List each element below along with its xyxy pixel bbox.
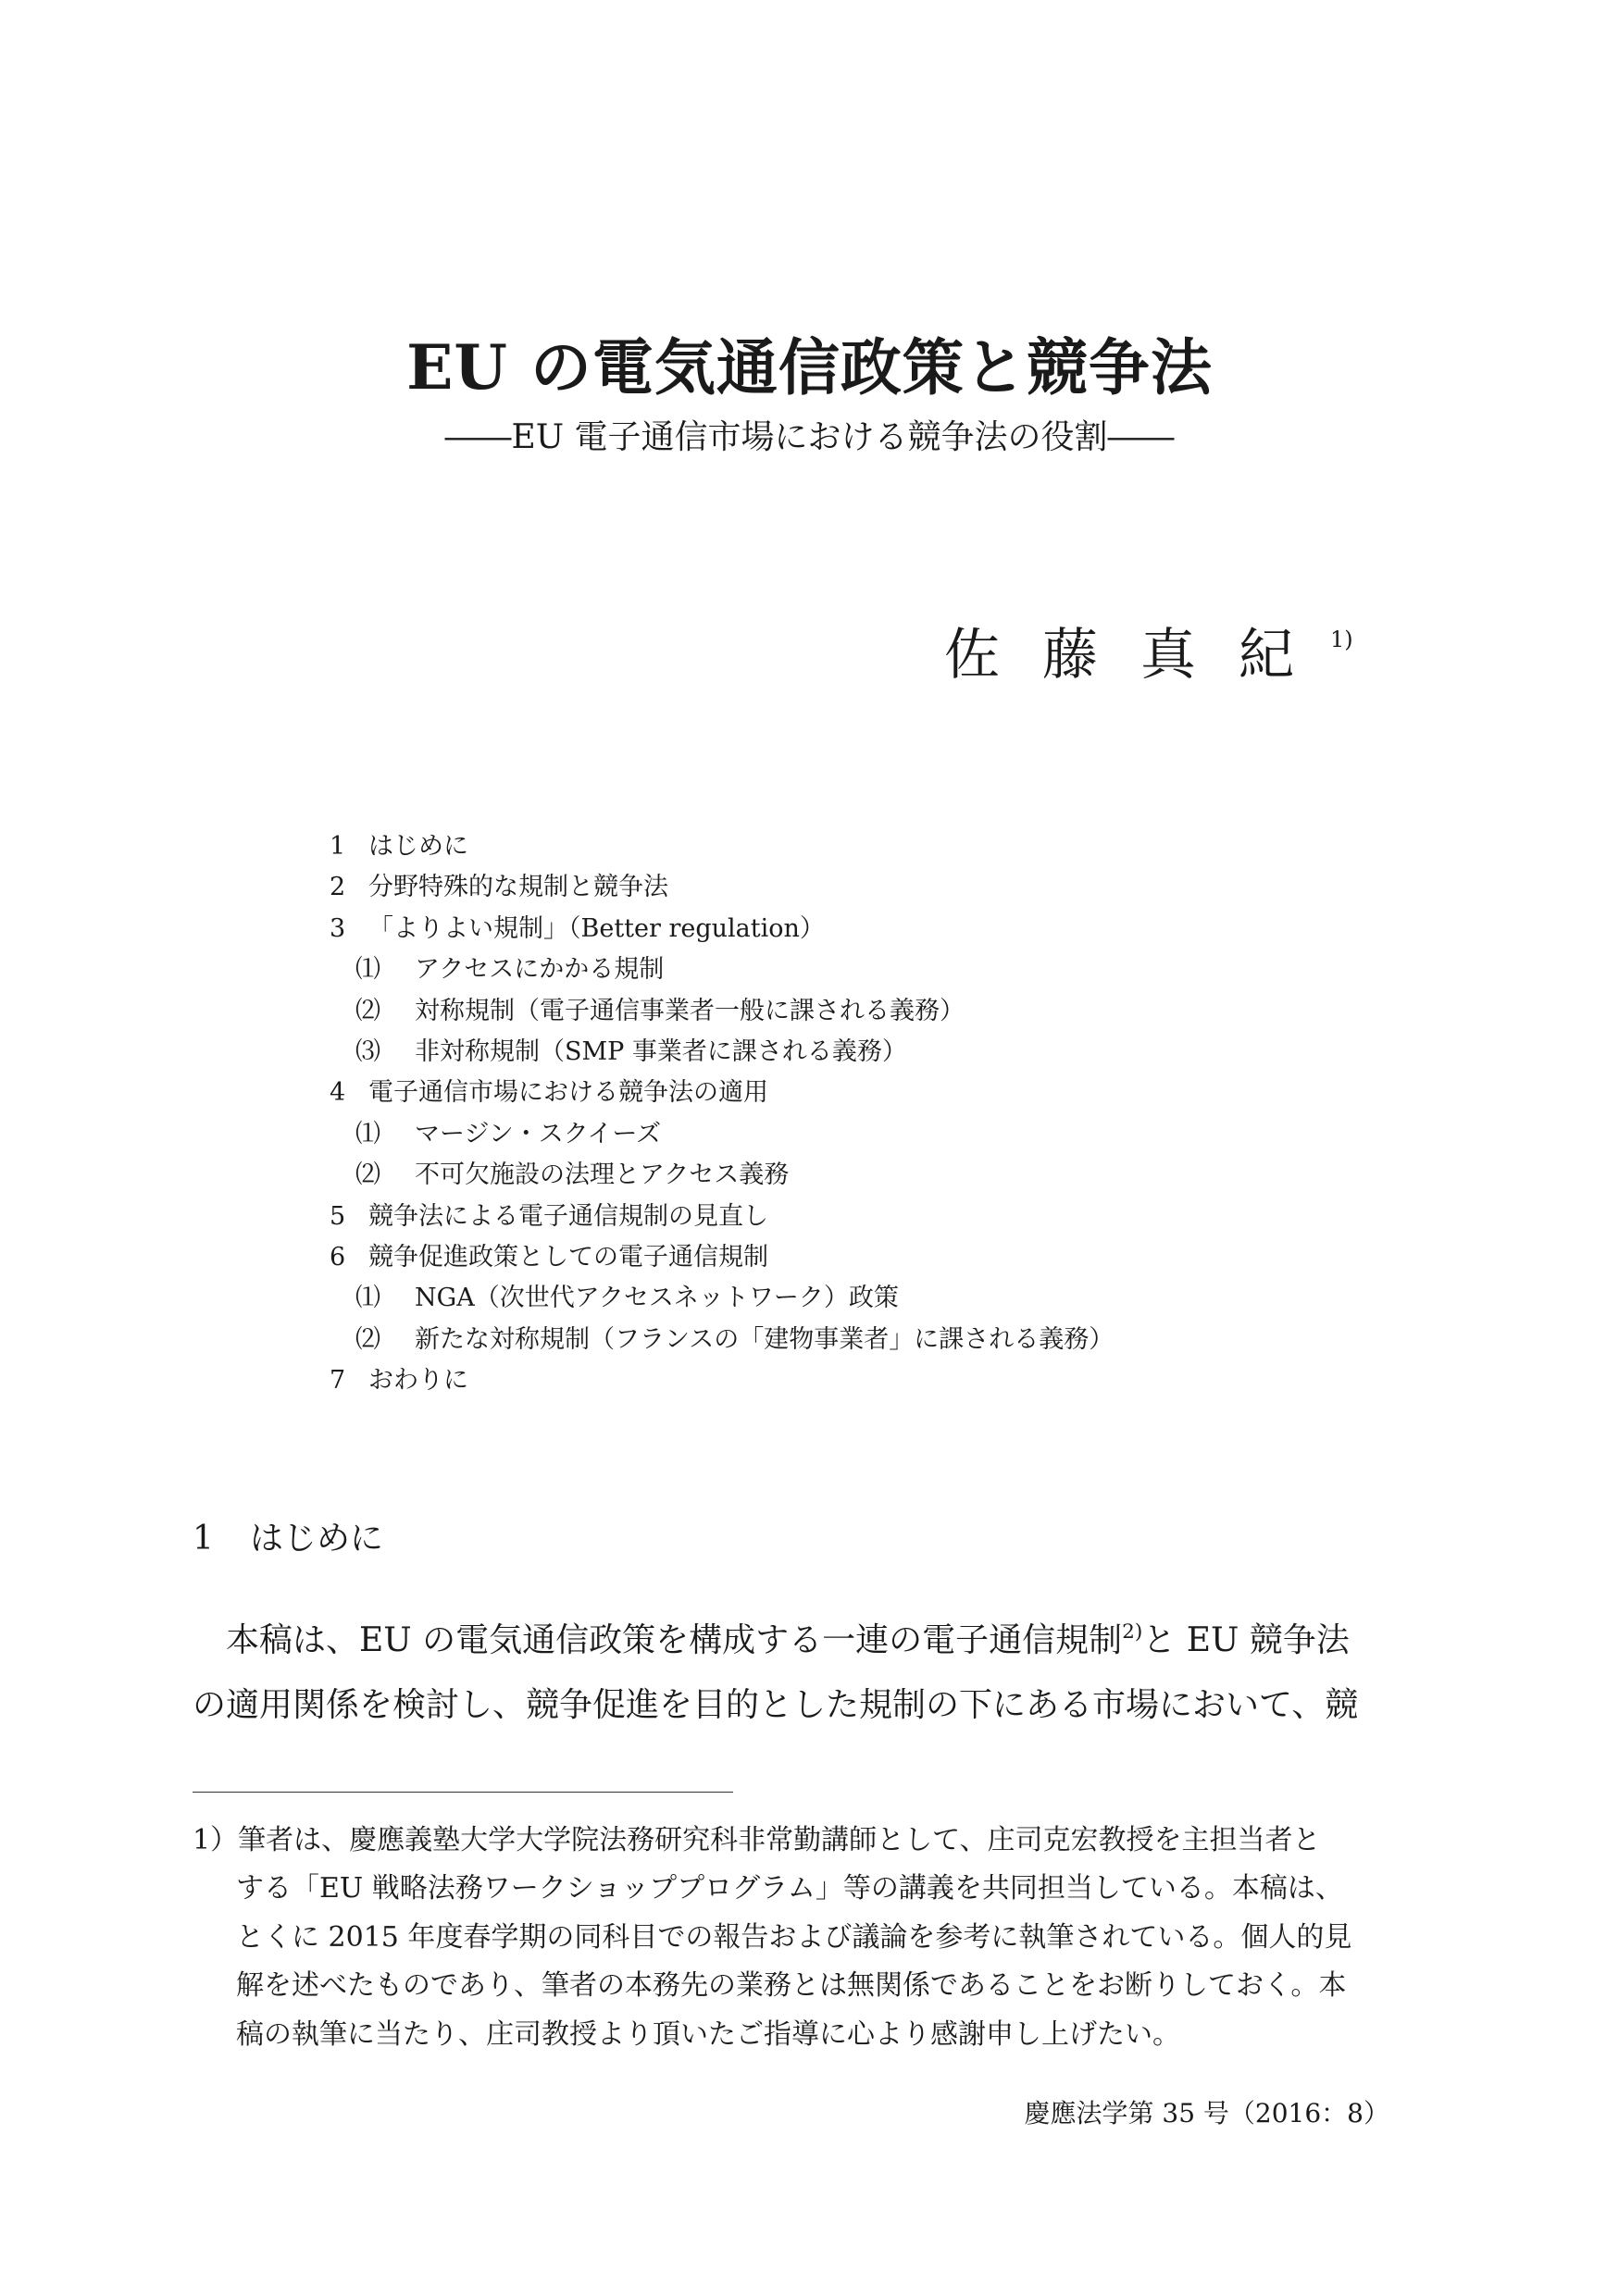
toc-number: 1 bbox=[330, 832, 346, 861]
footnote-text: 筆者は、慶應義塾大学大学院法務研究科非常勤講師として、庄司克宏教授を主担当者と bbox=[238, 1824, 1321, 1856]
toc-number: ⑴ bbox=[355, 1284, 380, 1313]
paper-title: EU の電気通信政策と競争法 bbox=[406, 331, 1213, 403]
footnote-line: とくに 2015 年度春学期の同科目での報告および議論を参考に執筆されている。個人的見 bbox=[236, 1920, 1352, 1954]
toc-label: 非対称規制（SMP 事業者に課される義務） bbox=[415, 1036, 907, 1066]
toc-number: ⑴ bbox=[355, 1119, 380, 1148]
author-name: 佐藤真紀 bbox=[944, 623, 1337, 688]
toc-item[interactable] bbox=[330, 1197, 1114, 1237]
toc-item[interactable] bbox=[330, 1237, 1114, 1278]
toc-number: ⑵ bbox=[355, 996, 380, 1025]
journal-citation: 慶應法学第 35 号（2016：8） bbox=[1024, 2098, 1389, 2128]
footnote-divider bbox=[193, 1792, 733, 1793]
footnote-1 bbox=[193, 1817, 1351, 2059]
toc-label: 電子通信市場における競争法の適用 bbox=[368, 1078, 768, 1108]
footnote-line: 解を述べたものであり、筆者の本務先の業務とは無関係であることをお断りしておく。本 bbox=[236, 1969, 1347, 2003]
toc-subitem[interactable] bbox=[330, 1114, 1114, 1155]
toc-number: 6 bbox=[330, 1242, 346, 1272]
toc-number: 7 bbox=[330, 1366, 346, 1396]
toc-number: ⑵ bbox=[355, 1324, 380, 1354]
table-of-contents bbox=[330, 826, 1114, 1401]
toc-subitem[interactable] bbox=[330, 1155, 1114, 1196]
toc-label: NGA（次世代アクセスネットワーク）政策 bbox=[415, 1284, 899, 1313]
toc-subitem[interactable] bbox=[330, 1320, 1114, 1360]
footnote-mark: 1） bbox=[193, 1824, 239, 1856]
footnote-line: 稿の執筆に当たり、庄司教授より頂いたご指導に心より感謝申し上げたい。 bbox=[236, 2017, 1180, 2051]
toc-label: 不可欠施設の法理とアクセス義務 bbox=[415, 1160, 790, 1190]
toc-subitem[interactable] bbox=[330, 949, 1114, 990]
toc-number: ⑵ bbox=[355, 1160, 380, 1190]
toc-label: 競争促進政策としての電子通信規制 bbox=[368, 1242, 768, 1272]
toc-label: 競争法による電子通信規制の見直し bbox=[368, 1201, 768, 1231]
toc-item[interactable] bbox=[330, 909, 1114, 949]
toc-item[interactable] bbox=[330, 867, 1114, 908]
toc-number: ⑶ bbox=[355, 1036, 380, 1066]
body-paragraph bbox=[193, 1608, 1433, 1738]
toc-label: はじめに bbox=[368, 832, 468, 861]
toc-item[interactable] bbox=[330, 826, 1114, 867]
footnote-line: する「EU 戦略法務ワークショッププログラム」等の講義を共同担当している。本稿は、 bbox=[236, 1872, 1343, 1905]
toc-item[interactable] bbox=[330, 1360, 1114, 1401]
footnote-line bbox=[193, 1817, 1351, 1865]
section-heading bbox=[193, 1516, 383, 1562]
toc-subitem[interactable] bbox=[330, 1278, 1114, 1319]
toc-subitem[interactable] bbox=[330, 991, 1114, 1032]
toc-number: 3 bbox=[330, 913, 346, 943]
section-title: はじめに bbox=[250, 1520, 384, 1558]
author-footnote-mark[interactable]: 1) bbox=[1330, 627, 1353, 652]
toc-number: 4 bbox=[330, 1078, 346, 1108]
section-number: 1 bbox=[193, 1520, 214, 1558]
toc-item[interactable] bbox=[330, 1073, 1114, 1113]
body-line: の適用関係を検討し、競争促進を目的とした規制の下にある市場において、競 bbox=[193, 1686, 1359, 1724]
footnote-ref-2[interactable]: 2) bbox=[1122, 1620, 1143, 1644]
toc-label: 「よりよい規制」（Better regulation） bbox=[368, 913, 825, 943]
toc-label: おわりに bbox=[368, 1366, 468, 1396]
paper-subtitle: ――EU 電子通信市場における競争法の役割―― bbox=[444, 418, 1175, 456]
body-line bbox=[193, 1608, 1433, 1673]
toc-subitem[interactable] bbox=[330, 1032, 1114, 1073]
toc-number: 5 bbox=[330, 1201, 346, 1231]
toc-label: マージン・スクイーズ bbox=[415, 1119, 662, 1148]
toc-number: ⑴ bbox=[355, 955, 380, 985]
body-text-segment: 本稿は、EU の電気通信政策を構成する一連の電子通信規制 bbox=[226, 1621, 1123, 1659]
toc-label: 新たな対称規制（フランスの「建物事業者」に課される義務） bbox=[415, 1324, 1115, 1354]
toc-label: アクセスにかかる規制 bbox=[415, 955, 665, 985]
toc-label: 対称規制（電子通信事業者一般に課される義務） bbox=[415, 996, 965, 1025]
body-text-segment: と EU 競争法 bbox=[1142, 1621, 1350, 1659]
toc-number: 2 bbox=[330, 873, 346, 902]
toc-label: 分野特殊的な規制と競争法 bbox=[368, 873, 668, 902]
